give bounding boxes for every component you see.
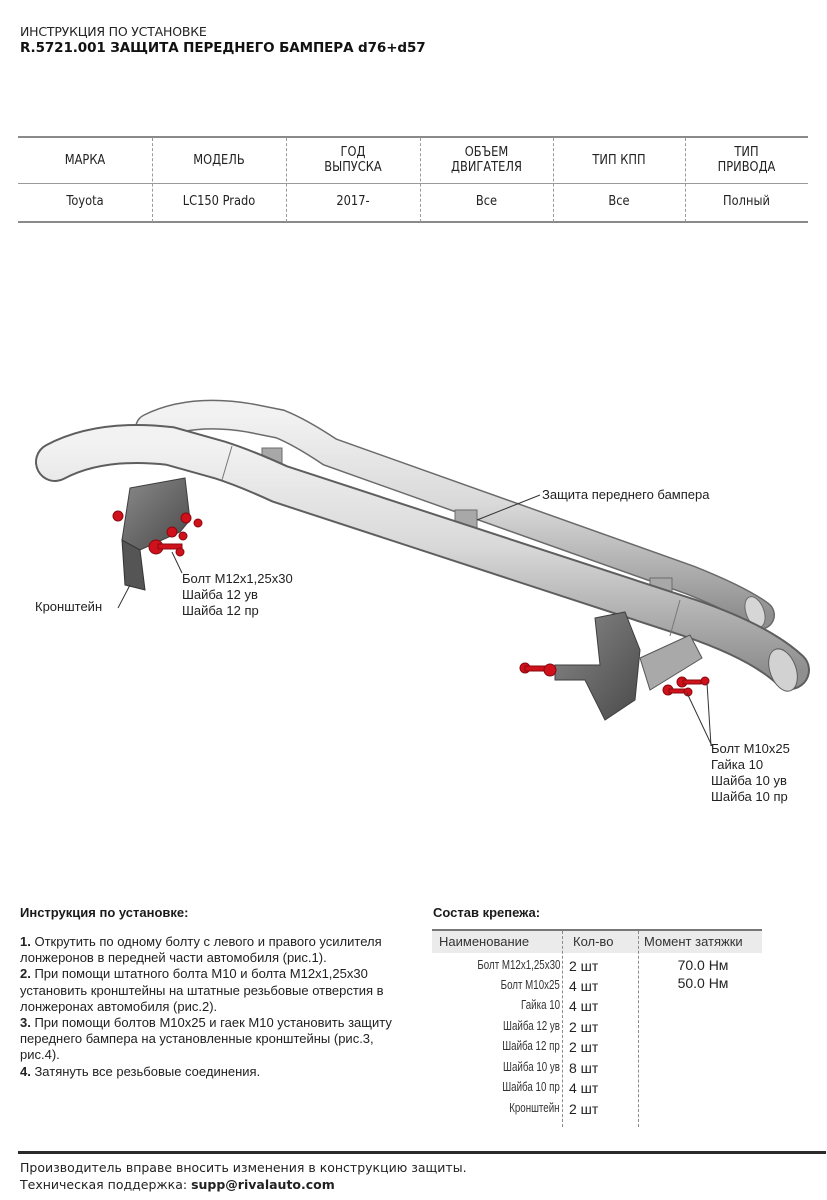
value-model: LC150 Prado — [182, 194, 256, 209]
column-divider — [685, 138, 686, 222]
fastener-qty: 2 шт — [569, 1039, 599, 1055]
bumper-guard-drawing — [0, 380, 827, 830]
value-drive: Полный — [723, 194, 770, 209]
bumper-guard-illustration — [0, 380, 827, 830]
fasteners-heading: Состав крепежа: — [433, 905, 541, 920]
header-make: МАРКА — [64, 153, 106, 168]
column-divider — [420, 138, 421, 222]
header-year: ГОД ВЫПУСКА — [324, 145, 382, 175]
callout-left-fasteners: Болт М12х1,25х30 Шайба 12 ув Шайба 12 пр — [182, 571, 293, 618]
fasteners-table — [432, 929, 762, 1129]
fastener-qty: 2 шт — [569, 958, 599, 974]
value-engine: Все — [475, 194, 498, 209]
fastener-name: Шайба 12 пр — [502, 1039, 560, 1053]
instructions-heading: Инструкция по установке: — [20, 905, 189, 920]
fastener-qty: 2 шт — [569, 1019, 599, 1035]
document-subtitle: ИНСТРУКЦИЯ ПО УСТАНОВКЕ — [20, 24, 207, 39]
header-torque: Момент затяжки — [644, 934, 743, 949]
footer-rule — [18, 1151, 826, 1154]
table-row-divider — [18, 183, 808, 184]
fastener-name: Шайба 10 ув — [503, 1060, 560, 1074]
support-email-link[interactable]: supp@rivalauto.com — [191, 1177, 335, 1192]
value-year: 2017- — [336, 194, 370, 209]
fastener-torque: 70.0 Нм — [677, 957, 729, 973]
fastener-name: Шайба 12 ув — [503, 1019, 560, 1033]
instruction-step: 1. Открутить по одному болту с левого и правого усилителя лонжеронов в передней части автомобиля (рис.1). — [20, 934, 382, 966]
fastener-qty: 8 шт — [569, 1060, 599, 1076]
fastener-qty: 4 шт — [569, 998, 599, 1014]
footer-note: Производитель вправе вносить изменения в конструкцию защиты. — [20, 1160, 467, 1175]
fastener-name: Кронштейн — [509, 1101, 560, 1115]
column-divider — [553, 138, 554, 222]
instruction-step: 4. Затянуть все резьбовые соединения. — [20, 1063, 261, 1079]
value-make: Toyota — [66, 194, 104, 209]
column-divider — [286, 138, 287, 222]
footer-support — [20, 1177, 335, 1192]
document-title: R.5721.001 ЗАЩИТА ПЕРЕДНЕГО БАМПЕРА d76+d57 — [20, 40, 426, 56]
fastener-name: Шайба 10 пр — [502, 1080, 560, 1094]
header-qty: Кол-во — [573, 934, 614, 949]
vehicle-table — [18, 136, 808, 223]
support-label: Техническая поддержка: — [20, 1177, 192, 1192]
fastener-name: Болт М10х25 — [500, 978, 560, 992]
callout-bumper-guard: Защита переднего бампера — [542, 487, 710, 502]
column-divider — [562, 931, 563, 1127]
header-name: Наименование — [439, 934, 530, 949]
table-top-rule — [18, 136, 808, 138]
fastener-torque: 50.0 Нм — [677, 975, 729, 991]
fastener-name: Болт М12х1,25х30 — [476, 958, 560, 972]
callout-bracket: Кронштейн — [35, 599, 103, 614]
header-gearbox: ТИП КПП — [592, 153, 646, 168]
value-gearbox: Все — [608, 194, 630, 209]
callout-right-fasteners: Болт М10х25 Гайка 10 Шайба 10 ув Шайба 10 пр — [711, 741, 790, 804]
column-divider — [152, 138, 153, 222]
instruction-step: 2. При помощи штатного болта М10 и болта М12х1,25х30 установить кронштейны на штатные резьбовые отверстия в лонжеронах автомобиля (рис.2). — [20, 966, 384, 1014]
fastener-qty: 2 шт — [569, 1101, 599, 1117]
fastener-qty: 4 шт — [569, 1080, 599, 1096]
table-bottom-rule — [18, 221, 808, 223]
column-divider — [638, 931, 639, 1127]
header-model: МОДЕЛЬ — [193, 153, 245, 168]
header-drive: ТИП ПРИВОДА — [717, 145, 776, 175]
fastener-name: Гайка 10 — [520, 998, 560, 1012]
header-engine: ОБЪЕМ ДВИГАТЕЛЯ — [451, 145, 522, 175]
instruction-step: 3. При помощи болтов М10х25 и гаек М10 установить защиту переднего бампера на установленные кронштейны (рис.3, рис.4). — [20, 1015, 392, 1063]
fastener-qty: 4 шт — [569, 978, 599, 994]
instructions-list — [20, 934, 400, 1080]
